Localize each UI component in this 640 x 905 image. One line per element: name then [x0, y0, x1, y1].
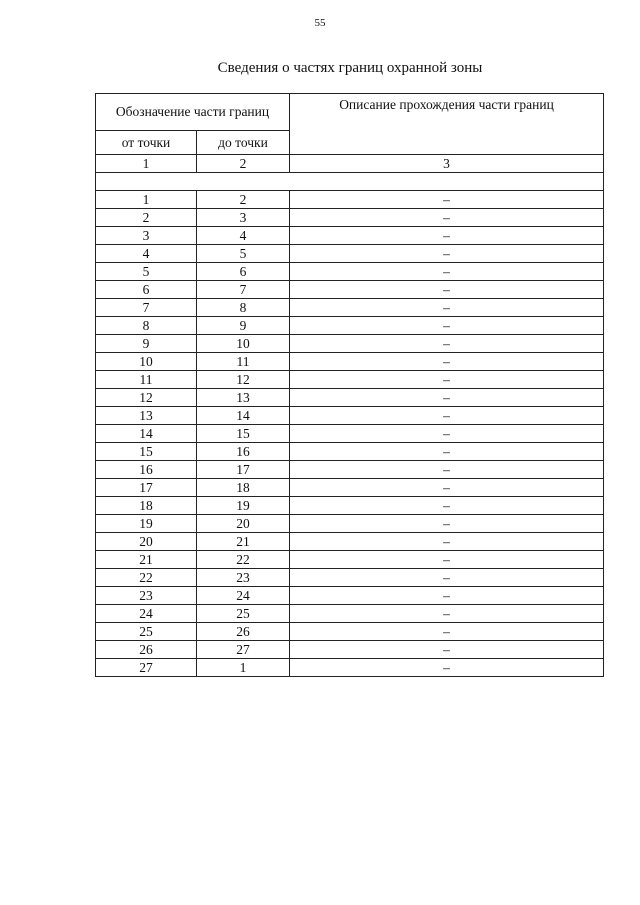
table-row: [96, 209, 604, 227]
to-point-cell: 21: [197, 533, 290, 551]
to-point-cell: 19: [197, 497, 290, 515]
to-point-cell: 11: [197, 353, 290, 371]
to-point-cell: 20: [197, 515, 290, 533]
from-point-cell: 11: [96, 371, 197, 389]
column-number: 3: [290, 155, 604, 173]
page-number: 55: [314, 17, 326, 29]
to-point-cell: 4: [197, 227, 290, 245]
description-cell: –: [290, 317, 604, 335]
column-number: 2: [197, 155, 290, 173]
blank-cell: [96, 173, 604, 191]
to-point-cell: 5: [197, 245, 290, 263]
description-cell: –: [290, 191, 604, 209]
from-point-cell: 25: [96, 623, 197, 641]
description-cell: –: [290, 425, 604, 443]
description-cell: –: [290, 659, 604, 677]
description-cell: –: [290, 335, 604, 353]
description-cell: –: [290, 263, 604, 281]
table-row: [96, 569, 604, 587]
column-number-row: [96, 155, 604, 173]
description-cell: –: [290, 497, 604, 515]
from-point-cell: 7: [96, 299, 197, 317]
from-point-cell: 2: [96, 209, 197, 227]
to-point-cell: 16: [197, 443, 290, 461]
table-row: [96, 479, 604, 497]
table-row: [96, 551, 604, 569]
description-cell: –: [290, 641, 604, 659]
header-to-point: до точки: [197, 131, 290, 155]
header-boundary-designation: Обозначение части границ: [96, 94, 290, 131]
description-cell: –: [290, 299, 604, 317]
to-point-cell: 15: [197, 425, 290, 443]
to-point-cell: 14: [197, 407, 290, 425]
to-point-cell: 18: [197, 479, 290, 497]
table-row: [96, 659, 604, 677]
table-row: [96, 641, 604, 659]
to-point-cell: 23: [197, 569, 290, 587]
from-point-cell: 23: [96, 587, 197, 605]
from-point-cell: 26: [96, 641, 197, 659]
description-cell: –: [290, 533, 604, 551]
from-point-cell: 9: [96, 335, 197, 353]
table-row: [96, 425, 604, 443]
header-boundary-description: Описание прохождения части границ: [290, 94, 604, 155]
from-point-cell: 1: [96, 191, 197, 209]
table-row: [96, 587, 604, 605]
from-point-cell: 4: [96, 245, 197, 263]
table-row: [96, 299, 604, 317]
table-row: [96, 443, 604, 461]
to-point-cell: 9: [197, 317, 290, 335]
table-row: [96, 353, 604, 371]
table-row: [96, 281, 604, 299]
from-point-cell: 27: [96, 659, 197, 677]
from-point-cell: 12: [96, 389, 197, 407]
table-row: [96, 191, 604, 209]
description-cell: –: [290, 605, 604, 623]
from-point-cell: 24: [96, 605, 197, 623]
table-row: [96, 623, 604, 641]
column-number: 1: [96, 155, 197, 173]
boundary-parts-table: [95, 93, 604, 677]
table-row: [96, 263, 604, 281]
to-point-cell: 6: [197, 263, 290, 281]
table-row: [96, 245, 604, 263]
description-cell: –: [290, 209, 604, 227]
from-point-cell: 3: [96, 227, 197, 245]
table-row: [96, 497, 604, 515]
table-row: [96, 605, 604, 623]
description-cell: –: [290, 281, 604, 299]
from-point-cell: 14: [96, 425, 197, 443]
to-point-cell: 24: [197, 587, 290, 605]
description-cell: –: [290, 623, 604, 641]
table-row: [96, 389, 604, 407]
to-point-cell: 17: [197, 461, 290, 479]
to-point-cell: 22: [197, 551, 290, 569]
to-point-cell: 27: [197, 641, 290, 659]
from-point-cell: 13: [96, 407, 197, 425]
table-row: [96, 227, 604, 245]
from-point-cell: 5: [96, 263, 197, 281]
description-cell: –: [290, 479, 604, 497]
description-cell: –: [290, 245, 604, 263]
to-point-cell: 12: [197, 371, 290, 389]
description-cell: –: [290, 227, 604, 245]
description-cell: –: [290, 461, 604, 479]
to-point-cell: 3: [197, 209, 290, 227]
to-point-cell: 1: [197, 659, 290, 677]
document-title: Сведения о частях границ охранной зоны: [217, 60, 483, 76]
description-cell: –: [290, 587, 604, 605]
from-point-cell: 19: [96, 515, 197, 533]
description-cell: –: [290, 569, 604, 587]
from-point-cell: 10: [96, 353, 197, 371]
from-point-cell: 22: [96, 569, 197, 587]
from-point-cell: 20: [96, 533, 197, 551]
to-point-cell: 8: [197, 299, 290, 317]
from-point-cell: 21: [96, 551, 197, 569]
table-row: [96, 461, 604, 479]
to-point-cell: 13: [197, 389, 290, 407]
blank-separator-row: [96, 173, 604, 191]
description-cell: –: [290, 407, 604, 425]
description-cell: –: [290, 443, 604, 461]
table-row: [96, 335, 604, 353]
to-point-cell: 7: [197, 281, 290, 299]
table-row: [96, 371, 604, 389]
from-point-cell: 17: [96, 479, 197, 497]
to-point-cell: 10: [197, 335, 290, 353]
to-point-cell: 2: [197, 191, 290, 209]
table-row: [96, 407, 604, 425]
from-point-cell: 6: [96, 281, 197, 299]
table-header-row: [96, 94, 604, 131]
from-point-cell: 8: [96, 317, 197, 335]
header-from-point: от точки: [96, 131, 197, 155]
description-cell: –: [290, 515, 604, 533]
to-point-cell: 26: [197, 623, 290, 641]
table-row: [96, 533, 604, 551]
to-point-cell: 25: [197, 605, 290, 623]
from-point-cell: 18: [96, 497, 197, 515]
table-row: [96, 515, 604, 533]
from-point-cell: 16: [96, 461, 197, 479]
from-point-cell: 15: [96, 443, 197, 461]
description-cell: –: [290, 551, 604, 569]
description-cell: –: [290, 389, 604, 407]
description-cell: –: [290, 353, 604, 371]
table-row: [96, 317, 604, 335]
description-cell: –: [290, 371, 604, 389]
